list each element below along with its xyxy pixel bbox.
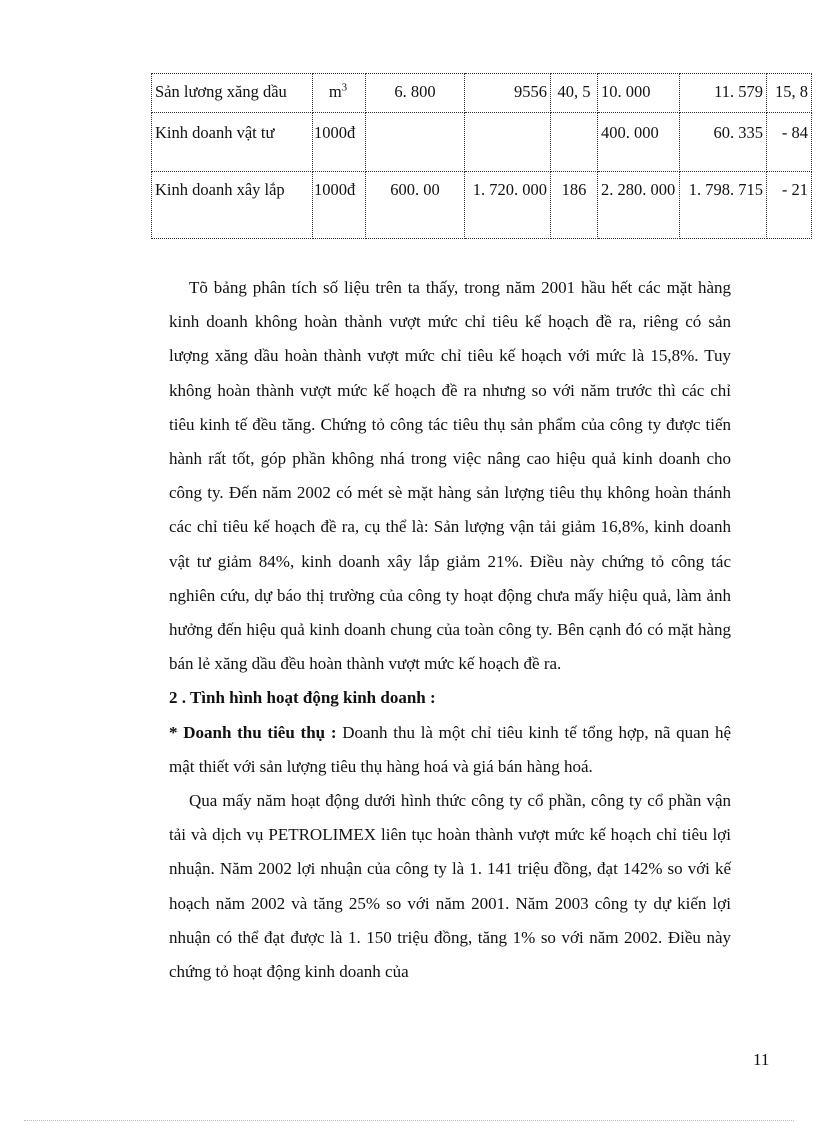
table-row — [152, 113, 812, 172]
unit-superscript: 3 — [341, 81, 348, 94]
table-row — [152, 74, 812, 113]
cell-value: 60. 335 — [680, 113, 767, 172]
cell-unit: 1000đ — [313, 113, 366, 172]
unit-text: m — [328, 82, 342, 101]
revenue-text: Doanh thu là một chỉ tiêu kinh tế tổng hợp, nã quan hệ mật thiết với sản lượng tiêu thụ hàng hoá và giá bán hàng hoá. — [169, 722, 731, 776]
paragraph-profit: Qua mấy năm hoạt động dưới hình thức công ty cổ phần, công ty cổ phần vận tải và dịch vụ PETROLIMEX liên tục hoàn thành vượt mức kế hoạch chỉ tiêu lợi nhuận. Năm 2002 lợi nhuận của công ty là 1. 141 triệu đồng, đạt 142% so với kế hoạch năm 2002 và tăng 25% so với năm 2001. Năm 2003 công ty dự kiến lợi nhuận có thể đạt được là 1. 150 triệu đồng, tăng 1% so với năm 2002. Điều này chứng tỏ hoạt động kinh doanh của — [169, 791, 731, 982]
cell-value: 600. 00 — [366, 172, 465, 239]
table-row — [152, 172, 812, 239]
cell-percent: - 84 — [767, 113, 812, 172]
footer-divider — [24, 1120, 794, 1121]
cell-percent: 40, 5 — [551, 74, 598, 113]
cell-unit: 1000đ — [313, 172, 366, 239]
cell-unit — [313, 74, 366, 113]
cell-value: 9556 — [465, 74, 551, 113]
body-text — [169, 271, 731, 989]
paragraph-analysis: Tõ bảng phân tích số liệu trên ta thấy, trong năm 2001 hầu hết các mặt hàng kinh doanh không hoàn thành vượt mức chỉ tiêu kế hoạch đề ra, riêng có sản lượng xăng dầu hoàn thành vượt mức chỉ tiêu kế hoạch với mức là 15,8%. Tuy không hoàn thành vượt mức kế hoạch đề ra nhưng so với năm trước thì các chỉ tiêu kinh tế đều tăng. Chứng tỏ công tác tiêu thụ sản phẩm của công ty được tiến hành rất tốt, góp phần không nhá trong việc nâng cao hiệu quả kinh doanh cho công ty. Đến năm 2002 có mét sè mặt hàng sản lượng tiêu thụ không hoàn thánh các chỉ tiêu kế hoạch đề ra, cụ thể là: Sản lượng vận tải giảm 16,8%, kinh doanh vật tư giảm 84%, kinh doanh xây lắp giảm 21%. Điều này chứng tỏ công tác nghiên cứu, dự báo thị trường của công ty hoạt động chưa mấy hiệu quả, làm ảnh hưởng đến hiệu quả kinh doanh chung của toàn công ty. Bên cạnh đó có mặt hàng bán lẻ xăng dầu đều hoàn thành vượt mức kế hoạch đề ra. — [169, 278, 731, 674]
section-heading: 2 . Tình hình hoạt động kinh doanh : — [169, 688, 436, 708]
cell-value: 10. 000 — [598, 74, 680, 113]
cell-value — [366, 113, 465, 172]
page-number: 11 — [753, 1050, 770, 1069]
cell-name: Sản lương xăng dầu — [152, 74, 313, 113]
cell-value: 1. 798. 715 — [680, 172, 767, 239]
cell-percent: 186 — [551, 172, 598, 239]
cell-value: 400. 000 — [598, 113, 680, 172]
cell-name: Kinh doanh vật tư — [152, 113, 313, 172]
cell-value: 2. 280. 000 — [598, 172, 680, 239]
cell-value — [465, 113, 551, 172]
cell-percent — [551, 113, 598, 172]
cell-value: 1. 720. 000 — [465, 172, 551, 239]
cell-percent: 15, 8 — [767, 74, 812, 113]
paragraph-revenue — [169, 716, 731, 784]
cell-percent: - 21 — [767, 172, 812, 239]
cell-value: 6. 800 — [366, 74, 465, 113]
data-table — [151, 73, 812, 239]
revenue-lead: * Doanh thu tiêu thụ : — [169, 722, 337, 742]
cell-value: 11. 579 — [680, 74, 767, 113]
cell-name: Kinh doanh xây lắp — [152, 172, 313, 239]
